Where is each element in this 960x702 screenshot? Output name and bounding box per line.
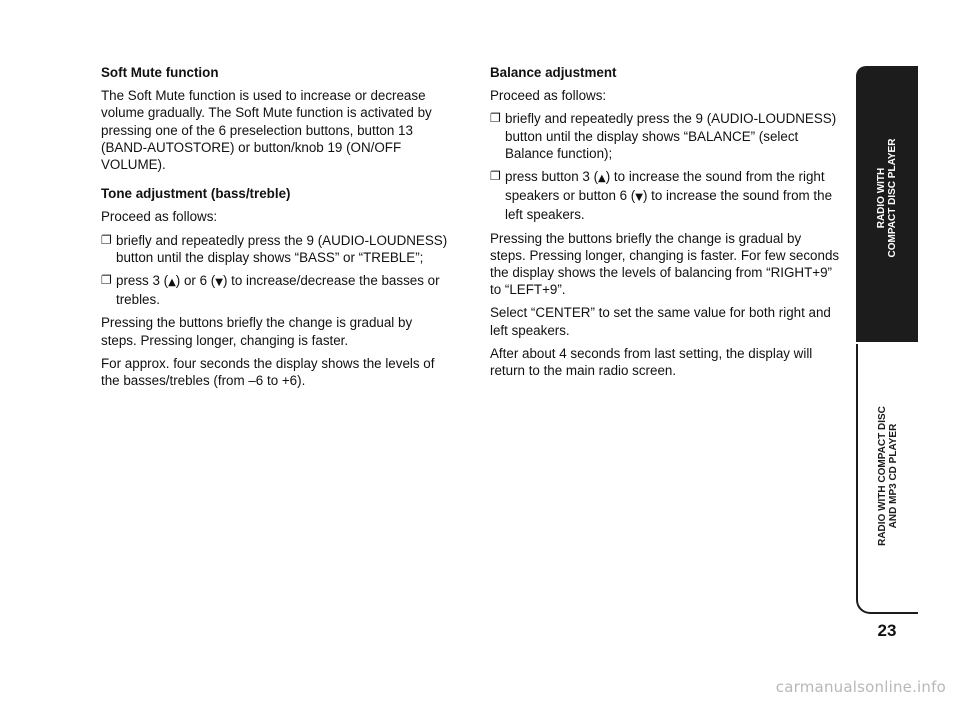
page-number: 23 <box>877 621 897 640</box>
section-tab-active-line-1: RADIO WITH <box>876 167 887 229</box>
section-tab-inactive-label <box>877 406 899 546</box>
balance-text-3: After about 4 seconds from last setting, the display will return to the main radio screen. <box>490 345 813 379</box>
balance-text-1: Pressing the buttons briefly the change is gradual by steps. Pressing longer, changing is faster. For few seconds the display shows the levels of balancing from “RIGHT+9” to “LEFT+9”. <box>490 230 840 298</box>
section-tab-active <box>856 66 918 342</box>
balance-bullet-1 <box>490 110 840 162</box>
tone-bullet-2-text-b: ) or 6 ( <box>175 273 216 289</box>
checkbox-bullet-icon: ❐ <box>490 111 501 126</box>
balance-bullet-2-text-c: ) to increase the sound from the left speakers. <box>505 188 833 223</box>
tone-bullet-1-text: briefly and repeatedly press the 9 (AUDIO-LOUDNESS) button until the display shows “BASS” or “TREBLE”; <box>116 232 448 265</box>
tone-bullet-2 <box>101 272 451 308</box>
balance-bullet-1-text: briefly and repeatedly press the 9 (AUDIO-LOUDNESS) button until the display shows “BALANCE” (select Balance function); <box>505 111 837 161</box>
soft-mute-heading: Soft Mute function <box>101 65 219 80</box>
section-tab-inactive-line-1: RADIO WITH COMPACT DISC <box>877 406 888 546</box>
tone-bullet-2-text-a: press 3 ( <box>116 273 169 289</box>
checkbox-bullet-icon: ❐ <box>101 273 112 288</box>
balance-intro: Proceed as follows: <box>490 88 607 104</box>
soft-mute-text: The Soft Mute function is used to increase or decrease volume gradually. The Soft Mute function is activated by pressing one of the 6 preselection buttons, button 13 (BAND-AUTOSTORE) or button/knob 19 (ON/OFF VOLUME). <box>101 88 432 173</box>
balance-heading: Balance adjustment <box>490 65 617 80</box>
watermark: carmanualsonline.info <box>775 678 946 696</box>
section-tab-inactive-line-2: AND MP3 CD PLAYER <box>888 423 899 529</box>
tone-text-2: For approx. four seconds the display shows the levels of the basses/trebles (from –6 to +6). <box>101 355 435 389</box>
section-tab-active-label <box>876 139 898 258</box>
left-column <box>101 64 451 395</box>
right-column <box>490 64 840 385</box>
tone-bullet-2-text-c: ) to increase/decrease the basses or trebles. <box>116 273 440 308</box>
tone-intro: Proceed as follows: <box>101 209 218 225</box>
checkbox-bullet-icon: ❐ <box>101 232 112 247</box>
section-tab-active-line-2: COMPACT DISC PLAYER <box>887 138 898 258</box>
tone-bullet-1 <box>101 232 451 266</box>
down-arrow-icon: ▼ <box>635 192 643 204</box>
up-arrow-icon: ▲ <box>598 173 606 185</box>
down-arrow-icon: ▼ <box>215 277 223 289</box>
balance-bullet-2 <box>490 168 840 224</box>
balance-bullet-2-text-b: ) to increase the sound from the right speakers or button 6 ( <box>505 169 825 204</box>
tone-heading: Tone adjustment (bass/treble) <box>101 186 291 202</box>
balance-text-2: Select “CENTER” to set the same value for both right and left speakers. <box>490 305 831 338</box>
section-tab-inactive <box>856 344 918 614</box>
up-arrow-icon: ▲ <box>168 277 176 289</box>
checkbox-bullet-icon: ❐ <box>490 169 501 184</box>
balance-bullet-2-text-a: press button 3 ( <box>505 169 599 185</box>
tone-text-1: Pressing the buttons briefly the change is gradual by steps. Pressing longer, changing is faster. <box>101 315 413 348</box>
